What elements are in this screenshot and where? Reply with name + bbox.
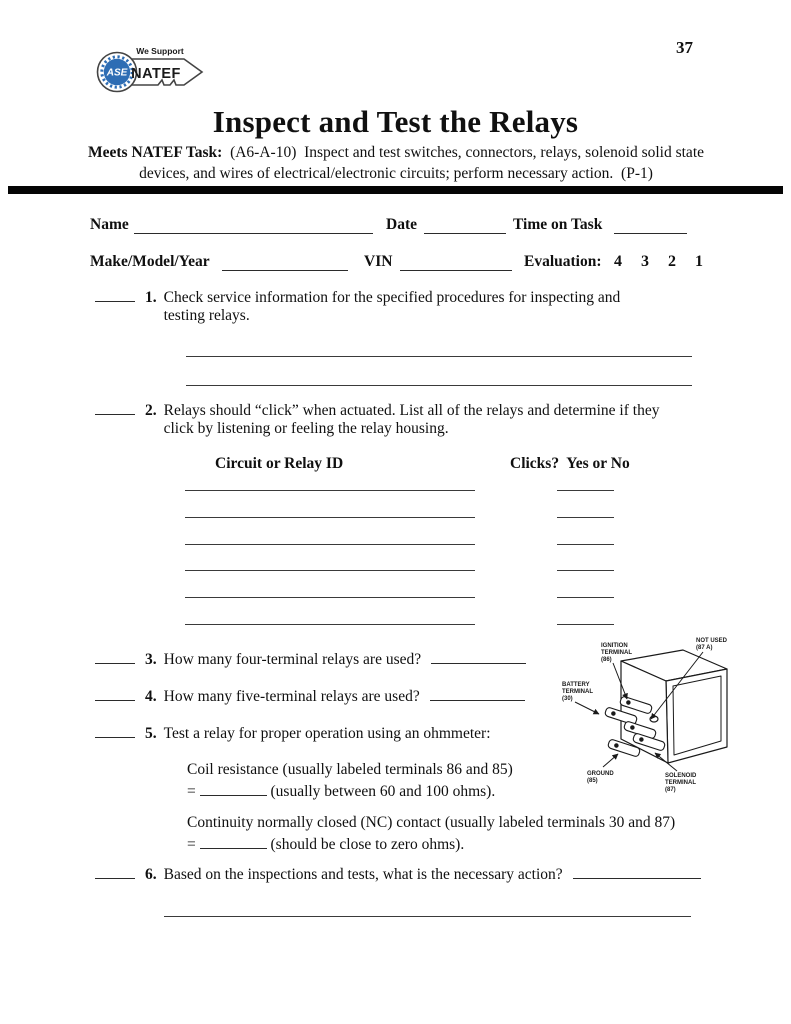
continuity-suffix: (should be close to zero ohms). (270, 836, 465, 853)
evaluation-2: 2 (668, 253, 676, 270)
task-1-answer-line (186, 385, 692, 386)
task-5-number: 5. (145, 725, 157, 742)
logo-support-text: We Support (136, 46, 184, 56)
evaluation-1: 1 (695, 253, 703, 270)
not-used-label: NOT USED (696, 638, 728, 644)
time-on-task-label: Time on Task (513, 216, 603, 233)
task-item-2 (95, 402, 692, 438)
page-number: 37 (676, 38, 693, 57)
solenoid-terminal-label: SOLENOID (665, 773, 697, 779)
coil-resistance-blank (200, 793, 267, 796)
task-item-1 (95, 289, 664, 325)
task-6-answer-blank (573, 876, 701, 879)
ignition-terminal-label: IGNITION (601, 643, 628, 649)
task-3-grade-blank (95, 661, 135, 664)
evaluation-3: 3 (641, 253, 649, 270)
relay-diagram (555, 625, 791, 805)
svg-text:(86): (86) (601, 657, 612, 663)
header-divider (8, 186, 783, 194)
continuity-line2 (187, 834, 707, 856)
page-title: Inspect and Test the Relays (212, 104, 579, 139)
relay-id-blank (185, 570, 475, 571)
relay-right-face (666, 669, 727, 763)
natef-task-label: Meets NATEF Task: (87, 144, 223, 161)
name-label: Name (90, 216, 129, 233)
date-label: Date (386, 216, 417, 233)
svg-text:TERMINAL: TERMINAL (601, 650, 632, 656)
svg-text:(85): (85) (587, 778, 598, 784)
task-3-text: How many four-terminal relays are used? (163, 651, 422, 668)
coil-resistance-line1: Coil resistance (usually labeled terminals 86 and 85) (187, 761, 513, 778)
vin-blank (400, 268, 512, 271)
relay-table-col1-header: Circuit or Relay ID (215, 455, 344, 472)
natef-task-statement (85, 142, 707, 184)
task-5-grade-blank (95, 735, 135, 738)
relay-id-blank (185, 490, 475, 491)
evaluation-4: 4 (614, 253, 622, 270)
time-on-task-blank (614, 231, 687, 234)
svg-text:TERMINAL: TERMINAL (665, 780, 696, 786)
vin-label: VIN (364, 253, 393, 270)
evaluation-label: Evaluation: (524, 253, 602, 270)
coil-resistance-suffix: (usually between 60 and 100 ohms). (270, 783, 496, 800)
clicks-blank (557, 544, 614, 545)
task-4-answer-blank (430, 698, 525, 701)
task-item-6 (95, 866, 701, 884)
date-blank (424, 231, 506, 234)
make-model-year-label: Make/Model/Year (90, 253, 210, 270)
evaluation-scale (595, 253, 703, 271)
task-3-answer-blank (431, 661, 526, 664)
task-6-number: 6. (145, 866, 157, 883)
battery-terminal-label: BATTERY (562, 682, 590, 688)
task-1-number: 1. (145, 289, 157, 306)
relay-id-blank (185, 624, 475, 625)
clicks-blank (557, 490, 614, 491)
form-row-identity (0, 216, 791, 236)
task-3-number: 3. (145, 651, 157, 668)
continuity-blank (200, 846, 267, 849)
continuity-line1: Continuity normally closed (NC) contact (usually labeled terminals 30 and 87) (187, 814, 676, 831)
battery-arrow (575, 702, 599, 714)
task-1-answer-line (186, 356, 692, 357)
task-item-3 (95, 651, 526, 669)
natef-task-text: (A6-A-10) Inspect and test switches, connectors, relays, solenoid solid state devices, and wires of electrical/electronic circuits; perform necessary action. (P-1) (139, 144, 708, 182)
relay-table-col2-header: Clicks? Yes or No (510, 455, 630, 472)
task-4-grade-blank (95, 698, 135, 701)
svg-text:(87 A): (87 A) (696, 645, 713, 651)
ground-label: GROUND (587, 771, 614, 777)
natef-logo (96, 42, 218, 96)
task-2-text: Relays should “click” when actuated. List all of the relays and determine if they click by listening or feeling the relay housing. (163, 402, 660, 437)
task-6-answer-line (164, 916, 691, 917)
task-4-text: How many five-terminal relays are used? (163, 688, 420, 705)
ground-arrow (603, 754, 618, 767)
task-5-text: Test a relay for proper operation using an ohmmeter: (163, 725, 491, 742)
svg-text:TERMINAL: TERMINAL (562, 689, 593, 695)
coil-resistance-line2 (187, 781, 607, 803)
clicks-blank (557, 517, 614, 518)
make-model-year-blank (222, 268, 348, 271)
form-row-vehicle (0, 253, 791, 273)
task-1-text: Check service information for the specified procedures for inspecting and testing relays. (163, 289, 621, 324)
task-item-4 (95, 688, 525, 706)
task-6-grade-blank (95, 876, 135, 879)
svg-text:(30): (30) (562, 696, 573, 702)
logo-natef-text: NATEF (131, 66, 181, 82)
task-6-text: Based on the inspections and tests, what is the necessary action? (163, 866, 563, 883)
coil-eq-sign: = (187, 783, 196, 800)
svg-text:(87): (87) (665, 787, 676, 793)
task-2-number: 2. (145, 402, 157, 419)
relay-id-blank (185, 517, 475, 518)
relay-id-blank (185, 544, 475, 545)
continuity-block (187, 812, 707, 856)
task-item-5 (95, 725, 491, 743)
task-1-grade-blank (95, 299, 135, 302)
task-2-grade-blank (95, 412, 135, 415)
continuity-eq-sign: = (187, 836, 196, 853)
relay-id-blank (185, 597, 475, 598)
clicks-blank (557, 597, 614, 598)
name-blank (134, 231, 373, 234)
ase-logo-text: ASE (106, 67, 128, 79)
clicks-blank (557, 570, 614, 571)
coil-resistance-block (187, 759, 607, 803)
task-4-number: 4. (145, 688, 157, 705)
